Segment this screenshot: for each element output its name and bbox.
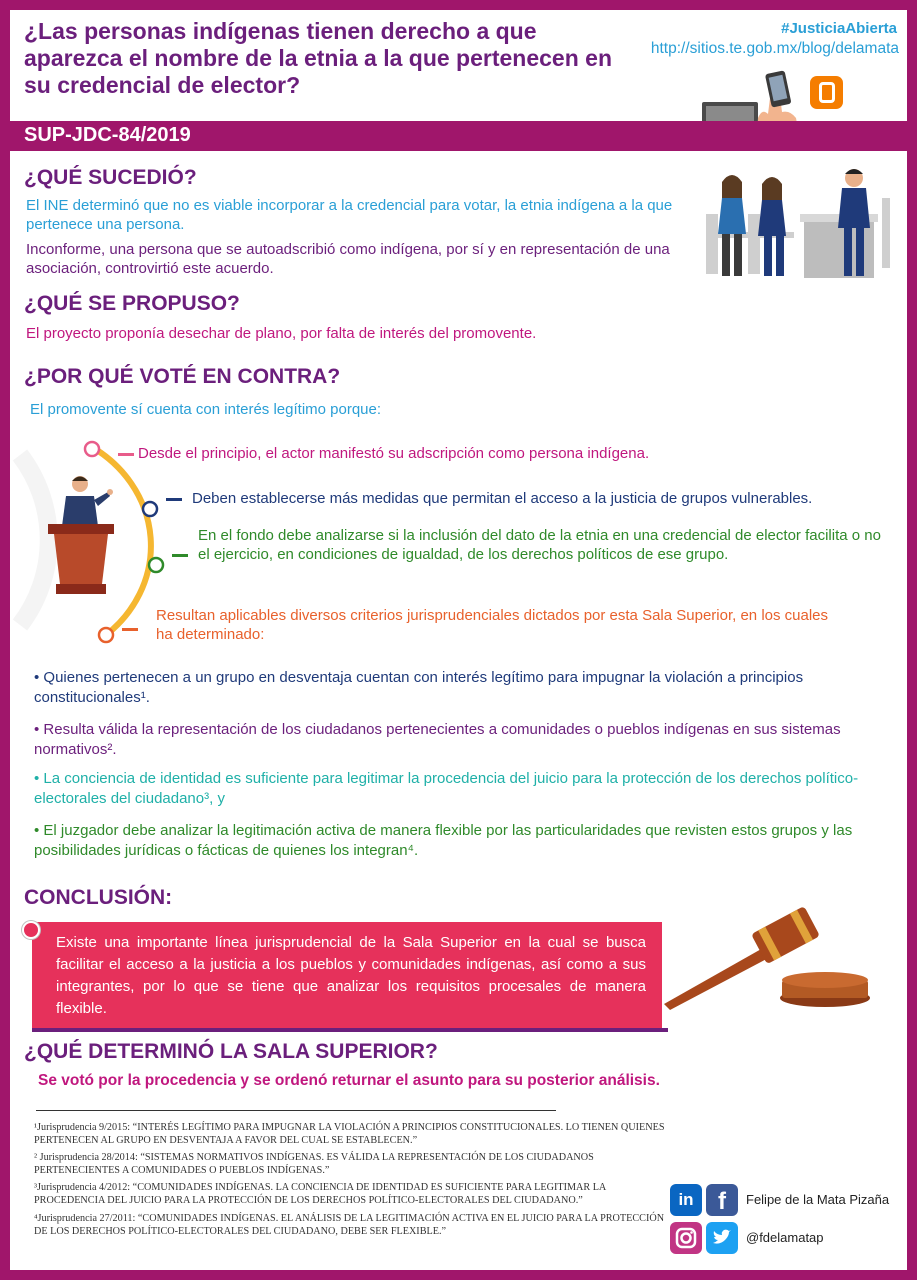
- infographic-page: [10, 10, 907, 1270]
- por-que-intro: El promovente sí cuenta con interés legítimo porque:: [30, 401, 382, 418]
- page-title: ¿Las personas indígenas tienen derecho a que aparezca el nombre de la etnia a la que pertenecen en su credencial de elector?: [24, 18, 613, 98]
- section-heading-conclusion: CONCLUSIÓN:: [24, 886, 173, 909]
- speaker-podium-illustration: [38, 474, 128, 604]
- point-3-marker: [172, 554, 188, 557]
- criterion-bullet-3: • La conciencia de identidad es suficiente para legitimar la procedencia del juicio para la protección de los derechos político-electorales del ciudadano³, y: [34, 770, 859, 807]
- section-heading-determino: ¿QUÉ DETERMINÓ LA SALA SUPERIOR?: [24, 1040, 438, 1063]
- footnote-4: ⁴Jurisprudencia 27/2011: “COMUNIDADES INDÍGENAS. EL ANÁLISIS DE LA LEGITIMACIÓN ACTIVA EN EL JUICIO PARA LA PROTECCIÓN DE LOS DERECHOS POLÍTICO-ELECTORALES DEL CIUDADANO, DEBE SER FLEXIBLE.”: [34, 1213, 665, 1237]
- reason-point-4: Resultan aplicables diversos criterios jurisprudenciales dictados por esta Sala Superior, en los cuales ha determinado:: [156, 607, 829, 643]
- reason-point-1: Desde el principio, el actor manifestó su adscripción como persona indígena.: [138, 445, 650, 462]
- point-4-marker: [122, 628, 138, 631]
- linkedin-icon[interactable]: in: [670, 1184, 702, 1216]
- instagram-icon[interactable]: [670, 1222, 702, 1254]
- hashtag-link[interactable]: #JusticiaAbierta: [781, 20, 897, 37]
- gavel-icon: [660, 900, 875, 1010]
- social-handle: @fdelamatap: [746, 1230, 824, 1245]
- reason-point-3: En el fondo debe analizarse si la inclusión del dato de la etnia en una credencial de elector facilita o no el ejercicio, en condiciones de igualdad, de los derechos políticos de ese grupo.: [198, 527, 881, 563]
- section-heading-por-que: ¿POR QUÉ VOTÉ EN CONTRA?: [24, 365, 341, 388]
- criterion-bullet-4: • El juzgador debe analizar la legitimación activa de manera flexible por las particularidades que revisten estos grupos y las posibilidades jurídicas o fácticas de quienes los integran⁴.: [34, 822, 853, 859]
- footnote-3: ³Jurisprudencia 4/2012: “COMUNIDADES INDÍGENAS. LA CONCIENCIA DE IDENTIDAD ES SUFICIENTE PARA LEGITIMAR LA PROCEDENCIA DEL JUICIO PARA LA PROTECCIÓN DE LOS DERECHOS POLÍTICO-ELECTORALES DEL CIUDADANO.”: [34, 1182, 606, 1206]
- determino-text: Se votó por la procedencia y se ordenó returnar el asunto para su posterior análisis.: [38, 1072, 660, 1089]
- meeting-illustration: [704, 158, 894, 280]
- criterion-bullet-1: • Quienes pertenecen a un grupo en desventaja cuentan con interés legítimo para impugnar la violación a principios constitucionales¹.: [34, 669, 804, 706]
- que-se-propuso-text: El proyecto proponía desechar de plano, por falta de interés del promovente.: [26, 325, 537, 342]
- blog-url-link[interactable]: http://sitios.te.gob.mx/blog/delamata: [650, 40, 899, 57]
- conclusion-underline: [32, 1028, 668, 1032]
- point-2-marker: [166, 498, 182, 501]
- conclusion-marker: [22, 921, 40, 939]
- section-heading-que-se-propuso: ¿QUÉ SE PROPUSO?: [24, 292, 240, 315]
- point-1-marker: [118, 453, 134, 456]
- social-name: Felipe de la Mata Pizaña: [746, 1192, 890, 1207]
- conclusion-text: Existe una importante línea jurisprudencial de la Sala Superior en la cual se busca facilitar el acceso a la justicia a los pueblos y comunidades indígenas, así como a sus integrantes, por lo que se tiene que analizar los requisitos procesales de manera flexible.: [56, 934, 646, 1017]
- blogger-icon[interactable]: [810, 76, 843, 109]
- case-number-bar: [10, 121, 907, 151]
- reason-point-2: Deben establecerse más medidas que permitan el acceso a la justicia de grupos vulnerables.: [192, 490, 813, 507]
- que-sucedio-paragraph-1: El INE determinó que no es viable incorporar a la credencial para votar, la etnia indígena a la que pertenece una persona.: [26, 197, 673, 233]
- que-sucedio-paragraph-2: Inconforme, una persona que se autoadscribió como indígena, por sí y en representación de una asociación, controvirtió este acuerdo.: [26, 241, 670, 277]
- twitter-icon[interactable]: [706, 1222, 738, 1254]
- case-number: SUP-JDC-84/2019: [24, 124, 191, 146]
- criterion-bullet-2: • Resulta válida la representación de los ciudadanos pertenecientes a comunidades o pueblos indígenas en sus sistemas normativos².: [34, 721, 841, 758]
- section-heading-que-sucedio: ¿QUÉ SUCEDIÓ?: [24, 166, 197, 189]
- footnote-divider: [36, 1110, 556, 1111]
- footnote-2: ² Jurisprudencia 28/2014: “SISTEMAS NORMATIVOS INDÍGENAS. ES VÁLIDA LA REPRESENTACIÓN DE LOS CIUDADANOS PERTENECIENTES A COMUNIDADES O PUEBLOS INDÍGENAS.”: [34, 1152, 594, 1176]
- conclusion-box: [32, 922, 662, 1030]
- facebook-icon[interactable]: f: [706, 1184, 738, 1216]
- footnote-1: ¹Jurisprudencia 9/2015: “INTERÉS LEGÍTIMO PARA IMPUGNAR LA VIOLACIÓN A PRINCIPIOS CONSTITUCIONALES. LO TIENEN QUIENES PERTENECEN AL GRUPO EN DESVENTAJA A FAVOR DEL CUAL SE ESTABLECEN.”: [34, 1122, 665, 1146]
